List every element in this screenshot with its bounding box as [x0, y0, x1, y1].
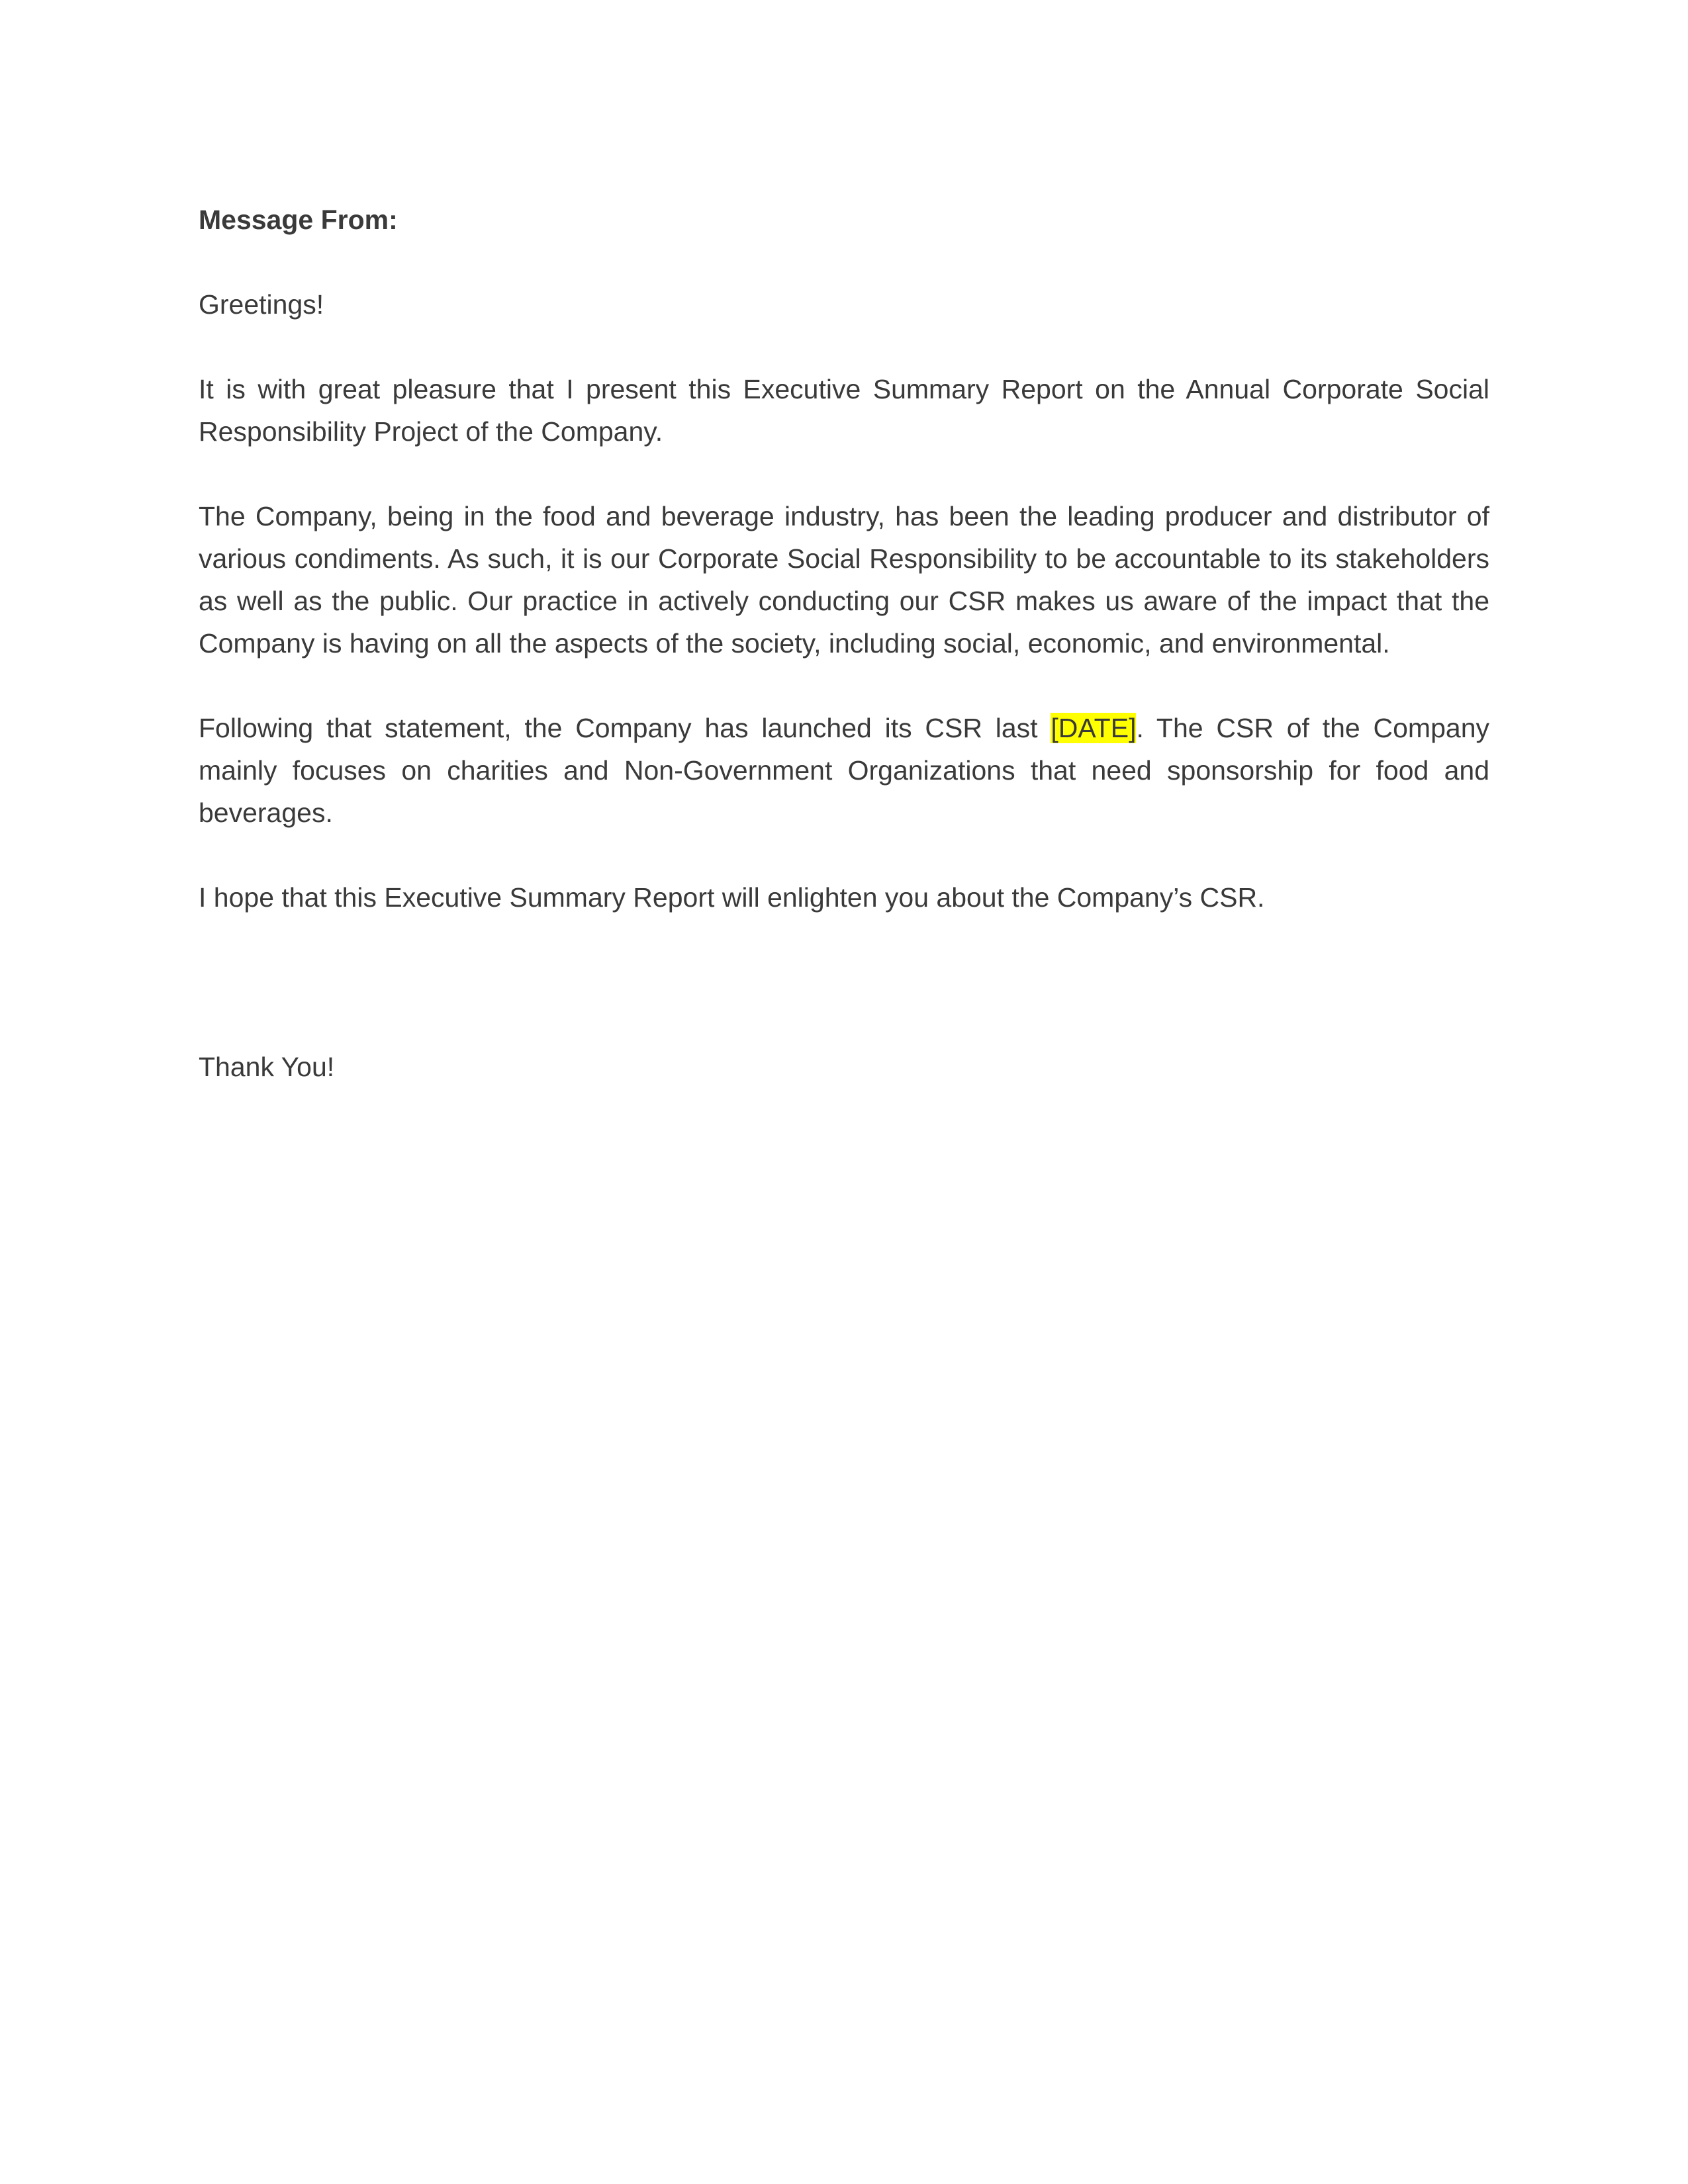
letter-body	[199, 199, 1489, 1130]
company-paragraph: The Company, being in the food and beverage industry, has been the leading producer and distributor of various condiments. As such, it is our Corporate Social Responsibility to be accountable to its stakeholders as well as the public. Our practice in actively conducting our CSR makes us aware of the impact that the Company is having on all the aspects of the society, including social, economic, and environmental.	[199, 501, 1489, 659]
greeting-text: Greetings!	[199, 289, 324, 320]
csr-launch-text-after: . The CSR of the Company mainly focuses on charities and Non-Government Organizations that need sponsorship for food and beverages.	[199, 713, 1489, 828]
blank-space	[199, 961, 1489, 1046]
csr-launch-paragraph	[199, 707, 1489, 834]
closing-text: Thank You!	[199, 1052, 335, 1082]
date-placeholder: [DATE]	[1051, 713, 1137, 743]
message-from-heading: Message From:	[199, 205, 398, 235]
csr-launch-text-before: Following that statement, the Company has launched its CSR last	[199, 713, 1051, 743]
hope-paragraph: I hope that this Executive Summary Report will enlighten you about the Company’s CSR.	[199, 882, 1265, 913]
intro-paragraph: It is with great pleasure that I present this Executive Summary Report on the Annual Corporate Social Responsibility Project of the Company.	[199, 374, 1489, 447]
